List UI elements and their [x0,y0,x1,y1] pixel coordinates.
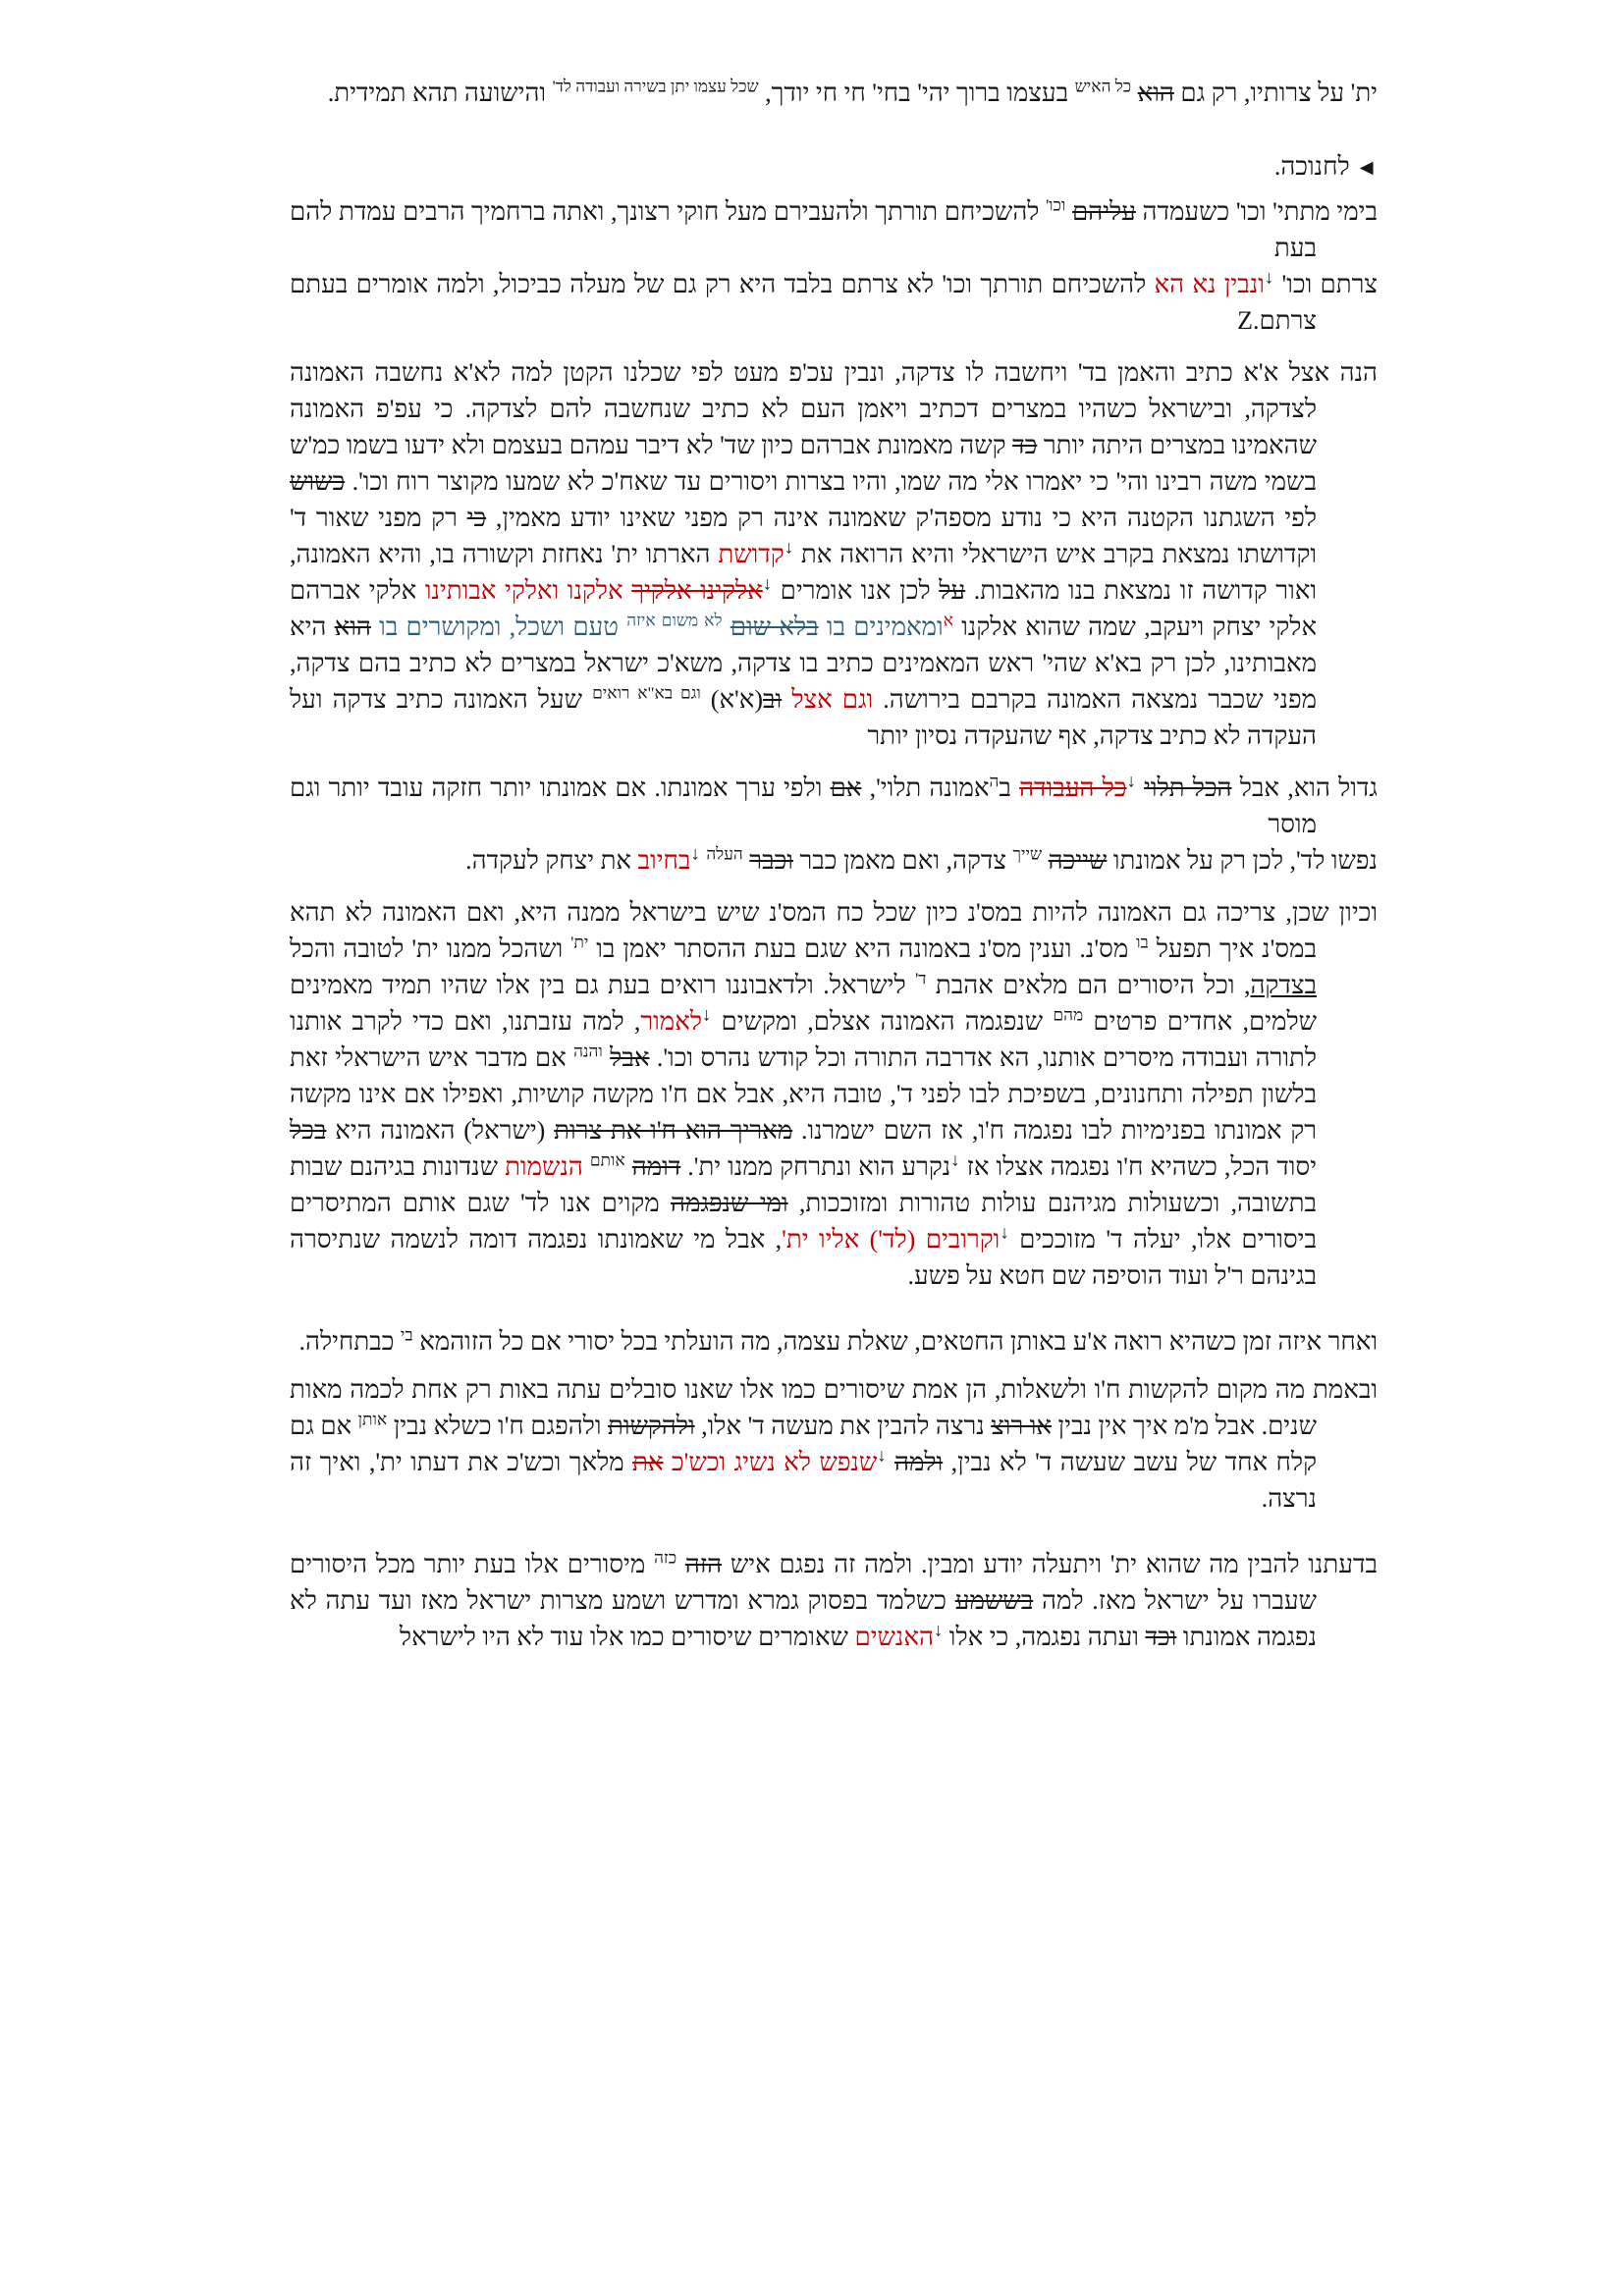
text-run: ובאמת מה מקום להקשות ח'ו ולשאלות, הן אמת שיסורים כמו אלו שאנו סובלים עתה באות רק אחת לכמה מאות שנים. אבל מ'מ איך אין נבין [290,1375,1378,1440]
text-run: אלקנו ואלקי אבותינו [424,576,623,605]
text-run: הזה [684,1550,723,1578]
text-run: בימי מתתי' וכו' כשעמדה [1135,197,1378,226]
text-run: וגם אצל [791,685,874,714]
insertion-mark-icon: ↓ [1264,267,1274,289]
text-run [1136,774,1144,802]
text-run: שעל האמונה כתיב צדקה ועל העקדה לא כתיב צדקה, אף שהעקדה נסיון יותר [290,685,1317,750]
section-heading-chanukah [290,148,1378,186]
text-run: כל האיש [1074,77,1132,96]
text-run: ומאמינים בו [818,613,944,641]
text-run: על [939,576,966,605]
text-run: אבל [610,1043,650,1072]
text-run [583,1152,590,1181]
insertion-mark-icon: ↓ [762,573,773,595]
text-run: הנשמות [505,1152,583,1181]
text-run [623,576,632,605]
text-run: לאמור [640,1007,702,1036]
text-run: את [632,1448,664,1476]
text-run: שנפגמה האמונה אצלם, ומקשים [711,1007,1054,1036]
text-run: א [943,611,953,630]
text-run: שייכה [1048,846,1108,875]
text-run: או רוצ [991,1412,1053,1440]
text-run: נרצה להבין את מעשה ד' אלו, [694,1412,992,1440]
text-run: שנפש לא נשיג וכש'כ [663,1448,878,1476]
text-run: דומה [631,1152,681,1181]
text-run: הנה אצל א'א כתיב והאמן בד' ויחשבה לו צדקה, ונבין עכ'פ מעט לפי שכלנו הקטן למה לא'א נחשבה האמונה לצדקה, ובישראל כשהיו במצרים דכתיב ויאמן העם לא כתיב שנחשבה להם לצדקה. כי עפ'פ האמונה שהאמינו במצרים היתה יותר [290,358,1378,459]
section-start-triangle-icon: ◄ [1349,155,1378,180]
text-run: והישועה תהא תמידית. [327,79,553,107]
text-run: וקרובים (לד') אליו ית' [782,1225,1001,1254]
text-run: ונבין נא הא [1154,270,1265,298]
text-run: יסוד הכל, כשהיא ח'ו נפגמה אצלו אז [959,1152,1318,1181]
text-run: אותן [357,1410,388,1429]
text-run: ית' [570,933,589,952]
text-run: בדעתנו להבין מה שהוא ית' ויתעלה יודע ומבין. ולמה זה נפגם איש [722,1550,1378,1578]
text-run: כשלמד בפסוק גמרא ומדרש ושמע מצרות ישראל מאז ועד עתה לא נפגמה אמונתו [290,1586,1317,1651]
text-run: מקוים אנו לד' שגם אותם המתיסרים ביסורים אלו, יעלה ד' מזוככים [290,1189,1318,1254]
text-run: כי [466,504,487,532]
text-run: אם [830,774,862,802]
text-run: בחיוב [637,846,691,875]
text-run: קשה מאמונת אברהם כיון שד' לא דיבר עמהם בעצמם ולא ידעו בשמו כמ'ש בשמי משה רבינו והי' כי יאמרו אלי מה שמו, והיו בצרות ויסורים עד שאח'כ לא שמעו מקוצר רוח וכו'. [290,431,1317,496]
text-run: בו [1136,933,1149,952]
text-run [723,613,730,641]
text-run [782,685,791,714]
text-run: ואחר איזה זמן כשהיא רואה א'ע באותן החטאים, שאלת עצמה, מה הועלתי בכל יסורי אם כל הזוהמא [412,1327,1378,1356]
text-run: ולהקשות [608,1412,695,1440]
text-run: טעם ושכל, ומקושרים בו [370,613,619,641]
text-run: וב [763,685,783,714]
text-run [887,1448,894,1476]
text-run: מיסורים אלו בעת יותר מכל היסורים שעברו על ישראל מאז. למה [290,1550,1317,1615]
text-run: שייך [1012,844,1043,864]
text-run [676,1550,685,1578]
text-run: צרתם וכו' [1273,270,1378,298]
text-run: הוא [1137,79,1174,107]
text-run: ולפי ערך אמונתו. אם אמונתו יותר חזקה עובד יותר וגם מוסר [290,774,1317,838]
text-run: גדול הוא, אבל [1231,774,1378,802]
text-run: וכד [1145,1623,1177,1651]
paragraph-hinei-etzel-avraham [290,354,1378,754]
text-run: ד' [915,969,927,988]
text-run: אם מדבר איש הישראלי זאת בלשון תפילה ותחנונים, בשפיכת לבו לפני ד', טובה היא, אבל אם ח'ו מקשה קושיות, ואפילו אם אינו מקשה רק אמונתו בפנימיות לבו נפגמה ח'ו, אז השם ישמרנו. [290,1043,1318,1145]
insertion-mark-icon: ↓ [784,537,794,559]
text-run: אותם [589,1150,625,1170]
paragraph-gadol-hu [290,770,1378,842]
text-run: (א'א) [700,685,764,714]
text-run: כל העבודה [1019,774,1127,802]
insertion-mark-icon: ↓ [877,1445,887,1467]
text-run: כשוש [290,467,346,496]
text-run: הוא [334,613,371,641]
text-run: אמונה תלוי', [861,774,990,802]
insertion-mark-icon: ↓ [1126,771,1136,792]
text-run: הארתו ית' נאחזת וקשורה בו, והיא האמונה, ואור קדושה זו נמצאת בנו מהאבות. [290,540,1317,605]
text-run: וכו' [1046,195,1066,215]
text-run: בצדקה [1250,971,1317,999]
insertion-mark-icon: ↓ [933,1620,944,1641]
text-run: הכל תלוי [1144,774,1232,802]
insertion-mark-icon: ↓ [690,843,700,865]
text-run: לפי השגתנו הקטנה היא כי נודע מספה'ק שאמונה אינה רק מפני שאינו יודע מאמין, [486,504,1317,532]
text-run: וכבר [749,846,793,875]
text-run: וכיון שכן, צריכה גם האמונה להיות במס'נ כיון שכל כח המס'נ שיש בישראל ממנה היא, ואם האמונה לא תהא במס'נ איך תפעל [290,898,1378,963]
paragraph-veachar-eizeh-zman [290,1323,1378,1360]
paragraph-tzarasam [290,266,1378,339]
insertion-mark-icon: ↓ [701,1004,712,1026]
text-run: לא משום איזה [626,611,723,630]
text-run: בכל [290,1116,327,1145]
text-run: בי [400,1325,413,1345]
text-run [625,1152,632,1181]
text-run: בלא שום [730,613,819,641]
text-run: מס'נ. וענין מס'נ באמונה היא שגם בעת ההסתר יאמן בו [588,934,1137,963]
text-run: שכל עצמו יתן בשירה ועבודה לד' [552,77,759,96]
text-run: כד [1012,431,1038,459]
text-run: , אבל מי שאמונתו נפגמה דומה לנשמה שנתיסרה בגינהם ר'ל ועוד הוסיפה שם חטא על פשע. [290,1225,1317,1290]
text-run: את יצחק לעקדה. [465,846,638,875]
text-run: כזה [654,1548,677,1568]
text-run: האנשים [854,1623,934,1651]
text-run: קדושת [718,540,784,568]
text-run: מלאך וכש'כ את דעתו ית', ואיך זה נרצה. [290,1448,1317,1513]
text-run: היא מאבותינו, לכן רק בא'א שהי' ראש המאמינים כתיב בו צדקה, משא'כ ישראל במצרים לא כתיב בהם צדקה, מפני שכבר נמצאה האמונה בקרבם בירושה. [290,613,1317,714]
text-run: ולהפגם ח'ו כשלא נבין [387,1412,609,1440]
text-run: נפשו לד', לכן רק על אמונתו [1107,846,1378,875]
text-run: צדקה, ואם מאמן כבר [792,846,1013,875]
text-run: העלה [706,844,743,864]
text-run: ולמה [894,1448,944,1476]
text-run: מאריך הוא ח'ו את צרות [554,1116,793,1145]
text-run: (ישראל) האמונה היא [326,1116,555,1145]
text-run: והנה [573,1041,603,1061]
text-run: להשכיחם תורתך ולהעבירם מעל חוקי רצונך, ואתה ברחמיך הרבים עמדת להם בעת [290,197,1317,262]
text-run: , למה עזבתנו, ואם כדי לקרב אותנו לתורה ועבודה מיסרים אותנו, הא אדרבה התורה וכל קודש נהרס וכו'. [290,1007,1317,1072]
text-run: ה [989,772,1000,791]
document-body [290,75,1378,1655]
insertion-mark-icon: ↓ [950,1149,960,1171]
text-run: מהם [1053,1005,1084,1025]
text-run: בששמע [954,1586,1034,1615]
text-run: לכן אנו אומרים [772,576,940,605]
paragraph-bimei-matisyahu [290,193,1378,266]
text-run: שנדונות בגיהנם שבות בתשובה, וכשעולות מגיהנם עולות טהורות ומזוככות, [290,1152,1317,1217]
text-run: אם גם קלח אחד של עשב שעשה ד' לא נבין, [290,1412,1317,1476]
text-run: ומי שנפגמה [670,1189,788,1217]
text-run [619,613,626,641]
paragraph-nafsho-lahashem [290,842,1378,879]
paragraph-vkeivan-shekein [290,894,1378,1294]
text-run: לישראל. ולדאבוננו רואים בעת גם בין אלו שהיו תמיד מאמינים שלמים, אחדים פרטים [290,971,1318,1036]
text-run [1065,197,1072,226]
text-run: שאומרים שיסורים כמו אלו עוד לא היו לישראל [399,1623,855,1651]
text-run: רק מפני שאור ד' וקדושתו נמצאת בקרב איש הישראלי והיא הרואה את [290,504,1318,568]
text-run: להשכיחם תורתך וכו' לא צרתם בלבד היא רק גם של מעלה כביכול, ולמה אומרים בעתם צרתם.Z [290,270,1317,335]
text-run: ושהכל ממנו ית' לטובה והכל [290,934,571,963]
text-run: כבתחילה. [298,1327,401,1356]
text-run: נקרע הוא ונתרחק ממנו ית'. [680,1152,951,1181]
text-run: ית' על צרותיו, רק גם [1173,79,1378,107]
text-run: לחנוכה. [1273,152,1350,181]
text-run: וגם בא"א רואים [592,683,701,703]
text-run: ב [999,774,1020,802]
text-run: אלקינו אלקיך [631,576,763,605]
paragraph-bedaatenu [290,1546,1378,1655]
text-run: בעצמו ברוך יהי' בחי' חי חי יודך, [758,79,1075,107]
text-run: ועתה נפגמה, כי אלו [943,1623,1146,1651]
paragraph-uveemes [290,1371,1378,1517]
text-run: אלקי אברהם אלקי יצחק ויעקב, שמה שהוא אלקנו [290,576,1318,641]
insertion-mark-icon: ↓ [1000,1222,1009,1244]
text-run: , וכל היסורים הם מלאים אהבת [926,971,1251,999]
text-run: עליהם [1071,197,1136,226]
paragraph-continuation-from-previous-page [290,75,1378,111]
